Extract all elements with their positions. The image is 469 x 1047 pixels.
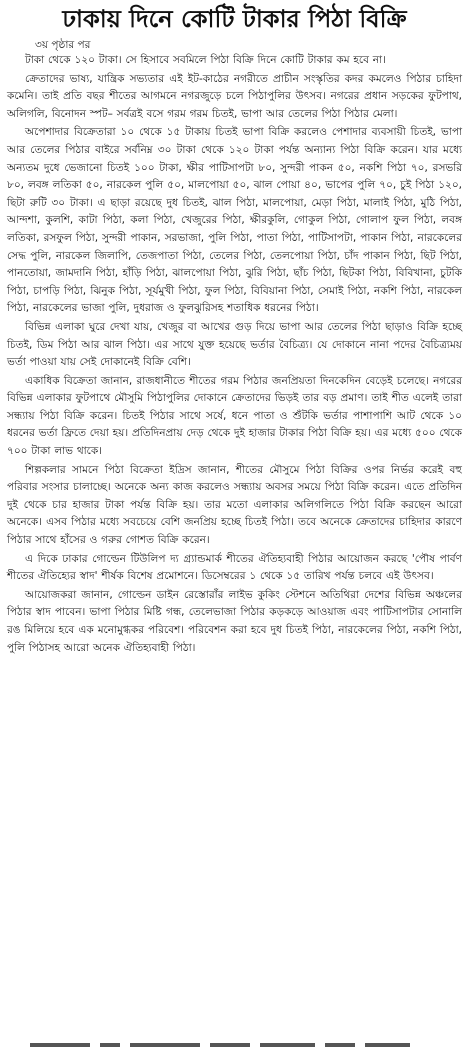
cropped-next-line <box>30 1043 439 1047</box>
article-paragraph: অপেশাদার বিক্রেতারা ১০ থেকে ১৫ টাকায় চিতই ভাপা বিক্রি করলেও পেশাদার ব্যবসায়ী চিতই, ভাপা আর তেলের পিঠার বাইরে সর্বনিম্ন ৩০ টাকা থেকে ১২০ টাকা পর্যন্ত অন্যান্য পিঠা বিক্রি করেন। যার মধ্যে অন্যতম দুধে ভেজানো চিতই ১০০ টাকা, ক্ষীর পাটিসাপটা ৮০, সুন্দরী পাকন ৫০, নকশি পিঠা ৭০, রসভরি ৮০, লবঙ্গ লতিকা ৫০, নারকেল পুলি ৫০, মালপোয়া ৫০, ঝাল পোয়া ৪০, ভাপের পুলি ৭০, চুই পিঠা ১২০, ছিটা রুটি ৩০ টাকা। এ ছাড়া রয়েছে দুধ চিতই, ঝাল পিঠা, মালপোয়া, মেড়া পিঠা, মালাই পিঠা, মুঠি পিঠা, আন্দশা, কুলশি, কাটা পিঠা, কলা পিঠা, খেজুরের পিঠা, ক্ষীরকুলি, গোকুল পিঠা, গোলাপ ফুল পিঠা, লবঙ্গ লতিকা, রসফুল পিঠা, সুন্দরী পাকান, সরভাজা, পুলি পিঠা, পাতা পিঠা, পাটিসাপটা, পাকান পিঠা, নারকেলের সেদ্ধ পুলি, নারকেল জিলাপি, তেজপাতা পিঠা, তেলের পিঠা, তেলপোয়া পিঠা, চাঁদ পাকান পিঠা, ছিট পিঠা, পানতোয়া, জামদানি পিঠা, হাঁড়ি পিঠা, ঝালপোয়া পিঠা, ঝুরি পিঠা, ছাঁচ পিঠা, ছিটকা পিঠা, বিবিখানা, চুটকি পিঠা, চাপড়ি পিঠা, ঝিনুক পিঠা, সূর্যমুখী পিঠা, ফুল পিঠা, বিবিয়ানা পিঠা, সেমাই পিঠা, নকশি পিঠা, নারকেল পিঠা, নারকেলের ভাজা পুলি, দুধরাজ ও ফুলঝুরিসহ শতাধিক ধরনের পিঠা। <box>7 126 462 315</box>
continued-from-note: ৩য় পৃষ্ঠার পর <box>35 39 91 51</box>
article-paragraph: টাকা থেকে ১২০ টাকা। সে হিসাবে সবমিলে পিঠা বিক্রি দিনে কোটি টাকার কম হবে না। <box>25 54 386 66</box>
article-headline: ঢাকায় দিনে কোটি টাকার পিঠা বিক্রি <box>62 5 407 33</box>
article-paragraph: আয়োজকরা জানান, গোল্ডেন ডাইন রেস্তোরাঁর লাইভ কুকিং স্টেশনে অতিথিরা দেশের বিভিন্ন অঞ্চলের পিঠার স্বাদ পাবেন। ভাপা পিঠার মিষ্টি গন্ধ, তেলেভাজা পিঠার কড়কড়ে আওয়াজ এবং পাটিসাপটার সোনালি রঙ মিলিয়ে হবে এক মনোমুগ্ধকর পরিবেশ। পরিবেশন করা হবে দুধ চিতই পিঠা, নারকেলের পিঠা, নকশি পিঠা, পুলি পিঠাসহ আরো অনেক ঐতিহ্যবাহী পিঠা। <box>7 588 462 654</box>
article-paragraph: শিল্পকলার সামনে পিঠা বিক্রেতা ইদ্রিস জানান, শীতের মৌসুমে পিঠা বিক্রির ওপর নির্ভর করেই বহু পরিবার সংসার চালাচ্ছে। অনেকে অন্য কাজ করলেও সন্ধ্যায় অবসর সময়ে পিঠা বিক্রি করেন। এতে প্রতিদিন দুই থেকে চার হাজার টাকা পর্যন্ত বিক্রি হয়। তার মতো এলাকার অলিগলিতে পিঠা বিক্রি করছেন আরো অনেকে। এসব পিঠার মধ্যে সবচেয়ে বেশি জনপ্রিয় হচ্ছে চিতই পিঠা। তবে অনেকে ক্রেতাদের চাহিদার কারণে পিঠার সাথে হাঁসের ও গরুর গোশত বিক্রি করেন। <box>7 463 462 547</box>
article-paragraph: বিভিন্ন এলাকা ঘুরে দেখা যায়, খেজুর বা আখের গুড় দিয়ে ভাপা আর তেলের পিঠা ছাড়াও বিক্রি হচ্ছে চিতই, ডিম পিঠা আর ঝাল পিঠা। এর সাথে যুক্ত হয়েছে ভর্তার বৈচিত্র্য। যে দোকানে নানা পদের বৈচিত্র্যময় ভর্তা পাওয়া যায় সেই দোকানেই বিক্রি বেশি। <box>7 320 462 369</box>
article-body <box>7 52 462 657</box>
article-paragraph: এ দিকে ঢাকার গোল্ডেন টিউলিপ দ্য গ্র্যান্ডমার্ক শীতের ঐতিহ্যবাহী পিঠার আয়োজন করছে 'পৌষ পার্বণ শীতের ঐতিহ্যের স্বাদ' শীর্ষক বিশেষ প্রমোশনে। ডিসেম্বরের ১ থেকে ১৫ তারিখ পর্যন্ত চলবে এই উৎসব। <box>7 552 462 583</box>
article-paragraph: ক্রেতাদের ভাষ্য, যান্ত্রিক সভ্যতার এই ইট-কাঠের নগরীতে প্রাচীন সংস্কৃতির কদর কমলেও পিঠার চাহিদা কমেনি। তাই প্রতি বছর শীতের আগমনে নগরজুড়ে চলে পিঠাপুলির উৎসব। নগরের প্রধান সড়কের ফুটপাথ, অলিগলি, বিনোদন স্পট– সর্বত্রই বসে গরম গরম চিতই, ভাপা আর তেলের পিঠা পিঠার মেলা। <box>7 72 462 120</box>
article-paragraph: একাধিক বিক্রেতা জানান, রাজধানীতে শীতের গরম পিঠার জনপ্রিয়তা দিনকেদিন বেড়েই চলেছে। নগরের বিভিন্ন এলাকার ফুটপাথে মৌসুমি পিঠাপুলির দোকানে ক্রেতাদের ভিড়ই তার বড় প্রমাণ। তাই শীত এলেই তারা সন্ধ্যায় পিঠা বিক্রি করেন। চিতই পিঠার সাথে সর্ষে, ধনে পাতা ও শুঁটকি ভর্তার পাশাপাশি আট থেকে ১০ ধরনের ভর্তা ফ্রিতে দেয়া হয়। প্রতিদিনপ্রায় দেড় থেকে দুই হাজার টাকার পিঠা বিক্রি হয়। এর মধ্যে ৫০০ থেকে ৭০০ টাকা লাভ থাকে। <box>7 374 462 458</box>
